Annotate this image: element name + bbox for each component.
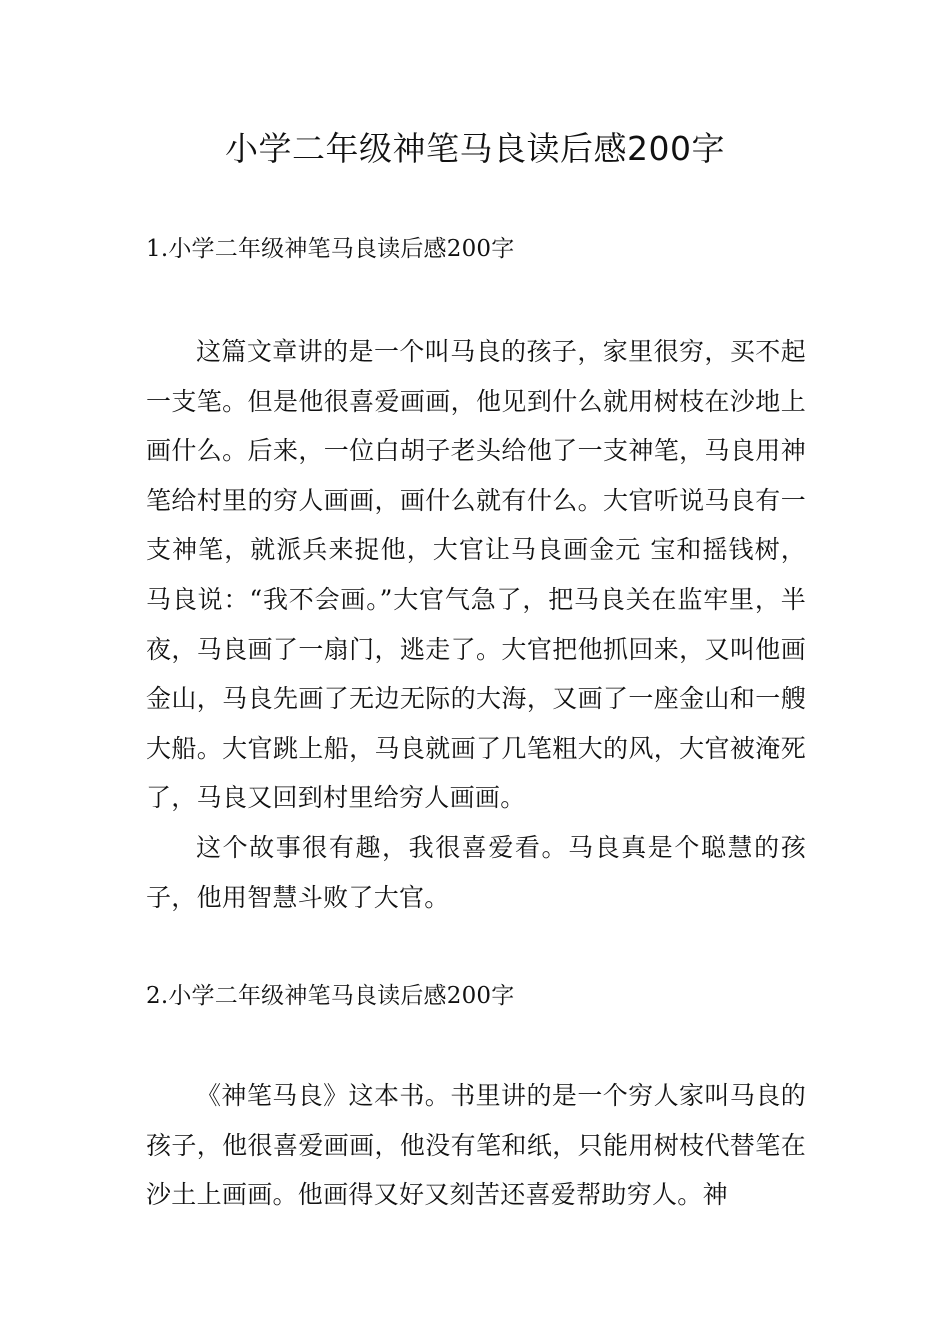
- section-2-paragraph-1: 《神笔马良》这本书。书里讲的是一个穷人家叫马良的孩子，他很喜爱画画，他没有笔和纸，只能用树枝代替笔在沙土上画画。他画得又好又刻苦还喜爱帮助穷人。神: [146, 1081, 806, 1210]
- section-heading-1: 1.小学二年级神笔马良读后感200字: [146, 236, 515, 262]
- section-1-paragraph-1: 这篇文章讲的是一个叫马良的孩子，家里很穷，买不起一支笔。但是他很喜爱画画，他见到什么就用树枝在沙地上画什么。后来，一位白胡子老头给他了一支神笔，马良用神笔给村里的穷人画画，画什么就有什么。大官听说马良有一支神笔，就派兵来捉他，大官让马良画金元 宝和摇钱树，马良说：“我不会画。”大官气急了，把马良关在监牢里，半夜，马良画了一扇门，逃走了。大官把他抓回来，又叫他画金山，马良先画了无边无际的大海，又画了一座金山和一艘大船。大官跳上船，马良就画了几笔粗大的风，大官被淹死了，马良又回到村里给穷人画画。: [146, 337, 806, 813]
- section-1-paragraph-2: 这个故事很有趣，我很喜爱看。马良真是个聪慧的孩子，他用智慧斗败了大官。: [146, 833, 806, 912]
- section-heading-2: 2.小学二年级神笔马良读后感200字: [146, 983, 515, 1009]
- document-title: 小学二年级神笔马良读后感200字: [225, 129, 725, 168]
